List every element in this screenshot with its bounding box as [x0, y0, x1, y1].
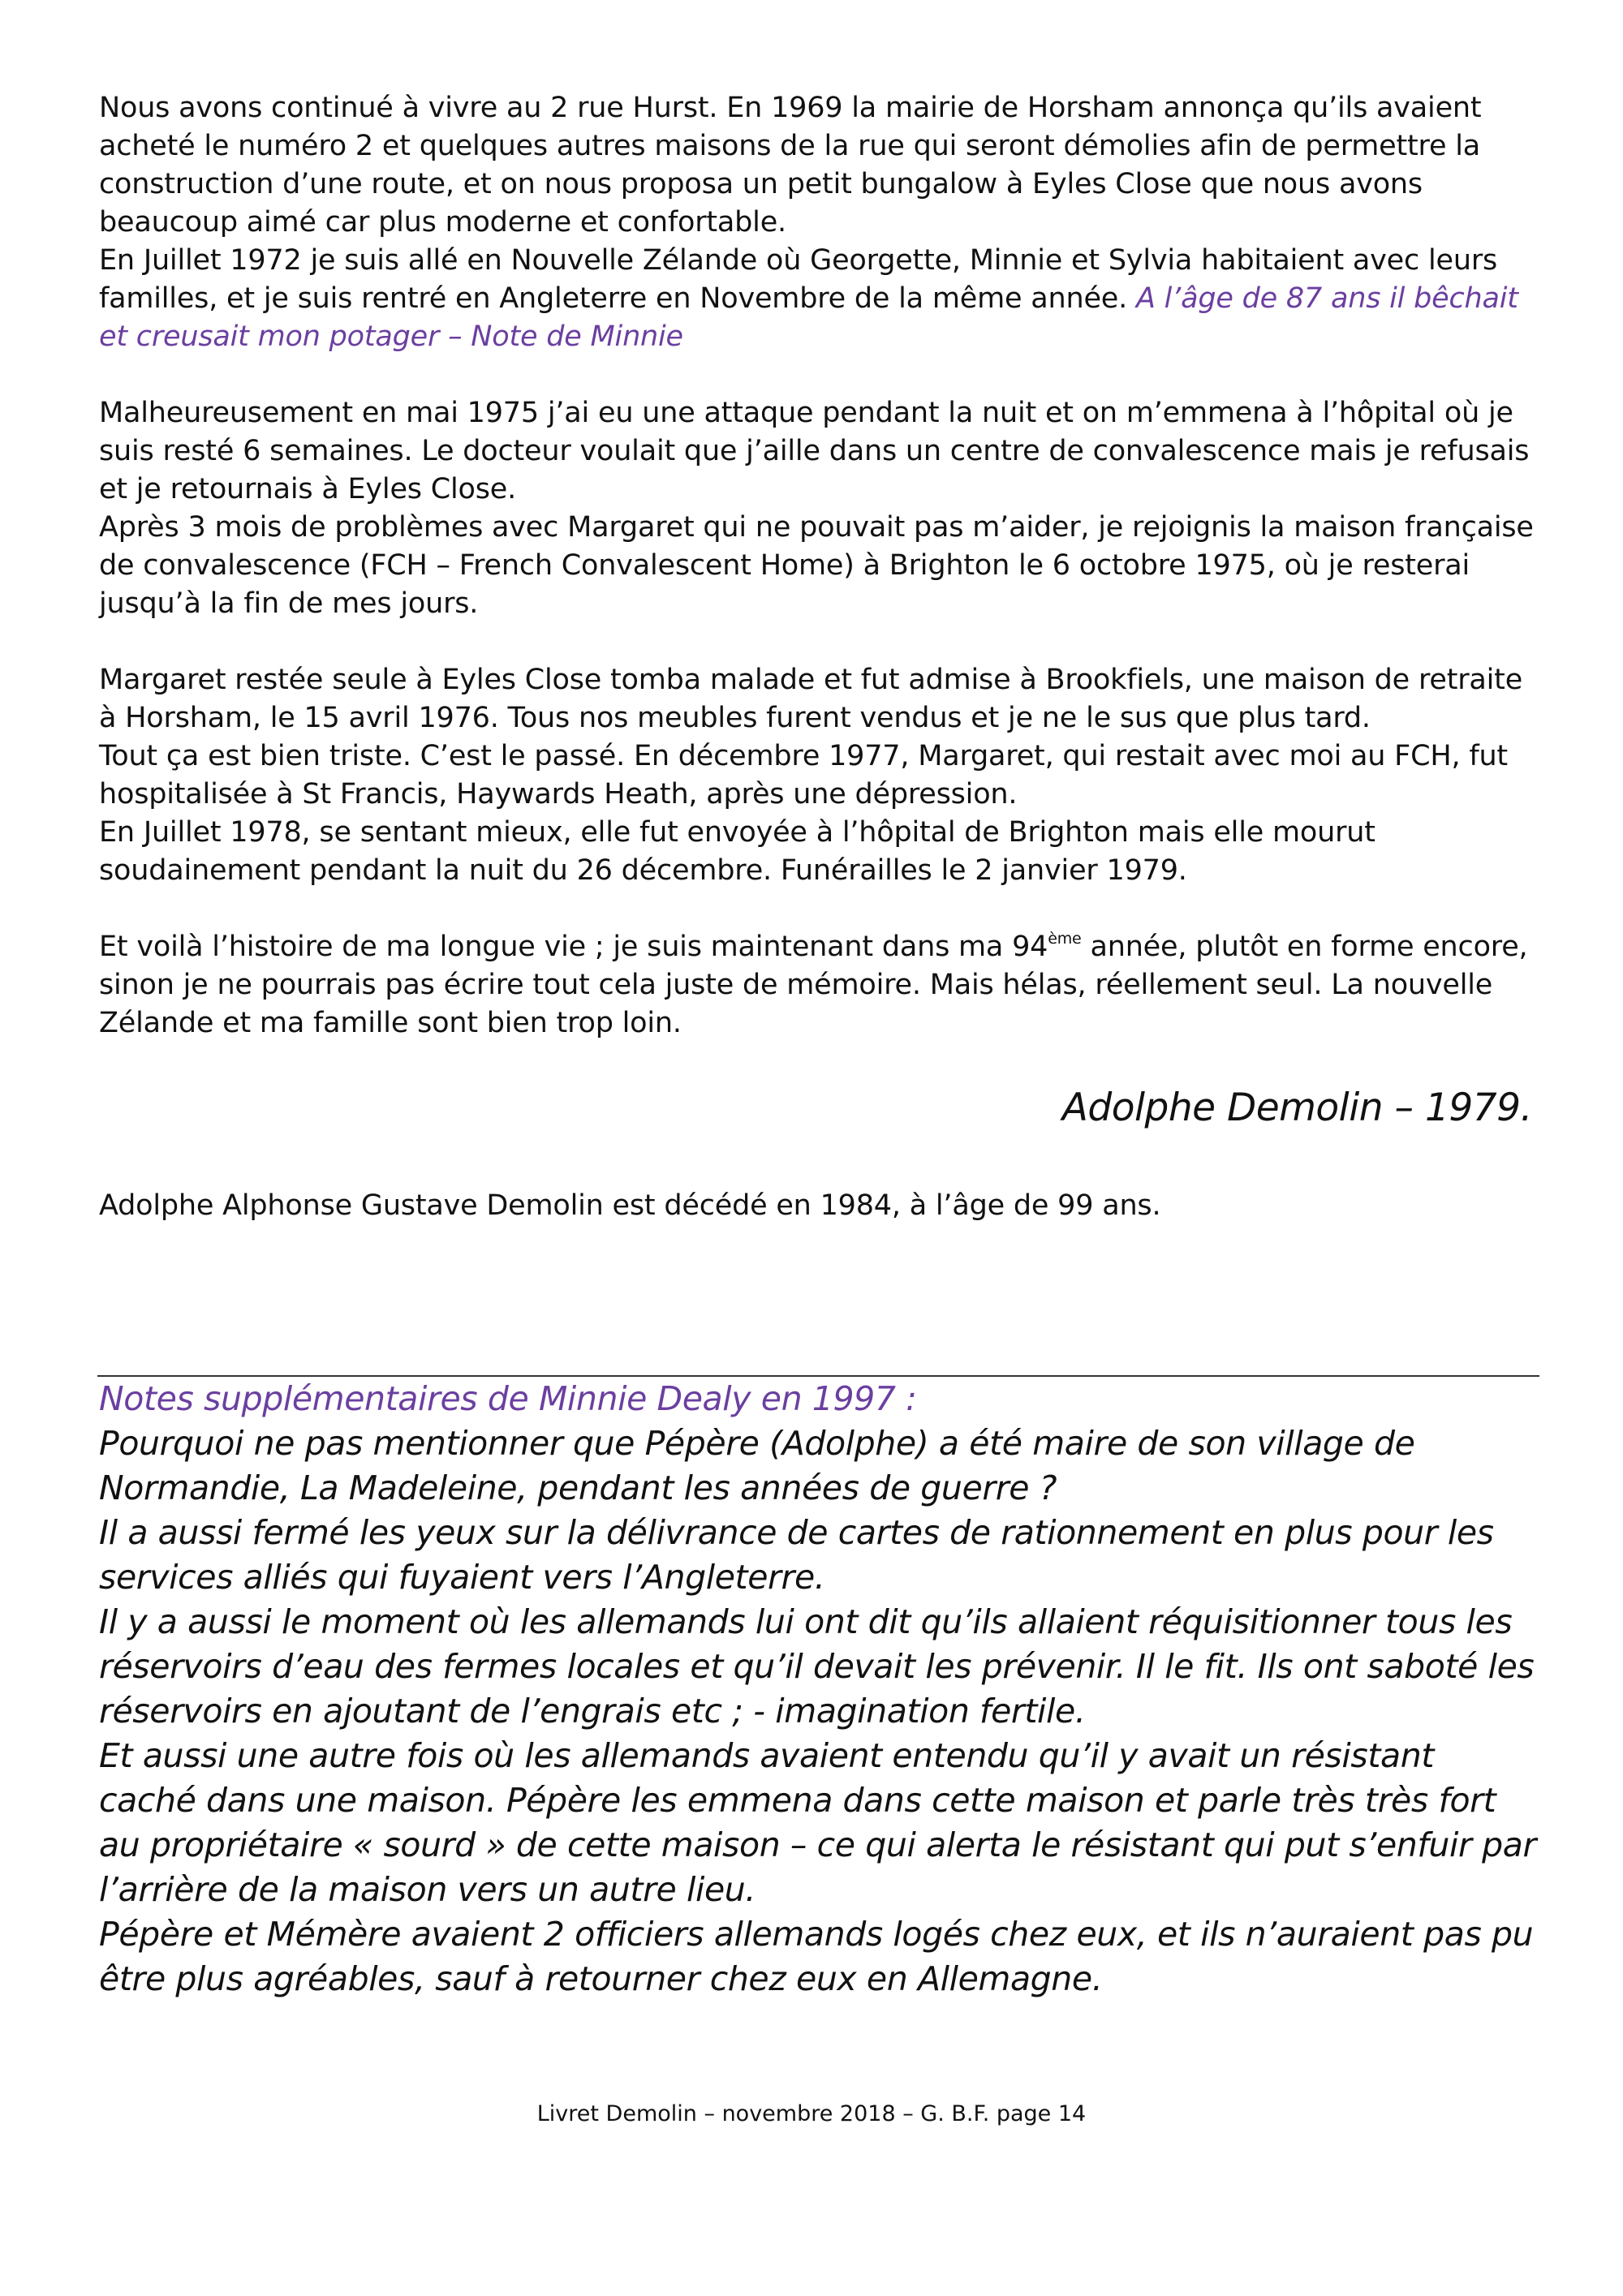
notes-title: Notes supplémentaires de Minnie Dealy en 1997 :	[99, 1379, 917, 1418]
page-footer: Livret Demolin – novembre 2018 – G. B.F. page 14	[536, 2101, 1087, 2126]
paragraph-margaret-depression: Tout ça est bien triste. C’est le passé. En décembre 1977, Margaret, qui restait avec moi au FCH, fut hospitalisée à St Francis, Haywards Heath, après une dépression.	[99, 740, 1508, 810]
paragraph-stroke-hospital: Malheureusement en mai 1975 j’ai eu une attaque pendant la nuit et on m’emmena à l’hôpital où je suis resté 6 semaines. Le docteur voulait que j’aille dans un centre de convalescence mais je refusais et je retournais à Eyles Close.	[99, 397, 1530, 505]
note-item: Il a aussi fermé les yeux sur la délivrance de cartes de rationnement en plus pour les services alliés qui fuyaient vers l’Angleterre.	[99, 1513, 1494, 1597]
main-text-block	[99, 89, 1539, 1043]
ordinal-superscript: ème	[1048, 930, 1082, 948]
paragraph-fch-brighton: Après 3 mois de problèmes avec Margaret qui ne pouvait pas m’aider, je rejoignis la maison française de convalescence (FCH – French Convalescent Home) à Brighton le 6 octobre 1975, où je resterai jusqu’à la fin de mes jours.	[99, 511, 1534, 620]
additional-notes-section	[99, 1377, 1539, 2001]
paragraph-margaret-death: En Juillet 1978, se sentant mieux, elle fut envoyée à l’hôpital de Brighton mais elle mourut soudainement pendant la nuit du 26 décembre. Funérailles le 2 janvier 1979.	[99, 816, 1375, 887]
note-item: Il y a aussi le moment où les allemands lui ont dit qu’ils allaient réquisitionner tous les réservoirs d’eau des fermes locales et qu’il devait les prévenir. Il le fit. Ils ont saboté les réservoirs en ajoutant de l’engrais etc ; - imagination fertile.	[99, 1602, 1535, 1731]
paragraph-move-eyles-close: Nous avons continué à vivre au 2 rue Hurst. En 1969 la mairie de Horsham annonça qu’ils avaient acheté le numéro 2 et quelques autres maisons de la rue qui seront démolies afin de permettre la construction d’une route, et on nous proposa un petit bungalow à Eyles Close que nous avons beaucoup aimé car plus moderne et confortable.	[99, 92, 1482, 239]
paragraph-new-zealand-text: En Juillet 1972 je suis allé en Nouvelle Zélande où Georgette, Minnie et Sylvia habitaient avec leurs familles, et je suis rentré en Angleterre en Novembre de la même année.	[99, 244, 1498, 315]
note-item: Et aussi une autre fois où les allemands avaient entendu qu’il y avait un résistant caché dans une maison. Pépère les emmena dans cette maison et parle très très fort au propriétaire « sourd » de cette maison – ce qui alerta le résistant qui put s’enfuir par l’arrière de la maison vers un autre lieu.	[99, 1736, 1536, 1909]
author-signature: Adolphe Demolin – 1979.	[1061, 1086, 1532, 1130]
paragraph-new-zealand-trip	[99, 242, 1539, 356]
closing-text-start: Et voilà l’histoire de ma longue vie ; je suis maintenant dans ma 94	[99, 931, 1048, 963]
death-note: Adolphe Alphonse Gustave Demolin est décédé en 1984, à l’âge de 99 ans.	[99, 1189, 1161, 1222]
paragraph-closing	[99, 928, 1539, 1043]
minnie-inline-note: A l’âge de 87 ans il bêchait et creusait mon potager – Note de Minnie	[99, 282, 1518, 353]
paragraph-margaret-brookfiels: Margaret restée seule à Eyles Close tomba malade et fut admise à Brookfiels, une maison de retraite à Horsham, le 15 avril 1976. Tous nos meubles furent vendus et je ne le sus que plus tard.	[99, 664, 1523, 734]
note-item: Pourquoi ne pas mentionner que Pépère (Adolphe) a été maire de son village de Normandie, La Madeleine, pendant les années de guerre ?	[99, 1424, 1415, 1507]
closing-text-end: année, plutôt en forme encore, sinon je ne pourrais pas écrire tout cela juste de mémoire. Mais hélas, réellement seul. La nouvelle Zélande et ma famille sont bien trop loin.	[99, 931, 1528, 1039]
note-item: Pépère et Mémère avaient 2 officiers allemands logés chez eux, et ils n’auraient pas pu être plus agréables, sauf à retourner chez eux en Allemagne.	[99, 1915, 1534, 1998]
